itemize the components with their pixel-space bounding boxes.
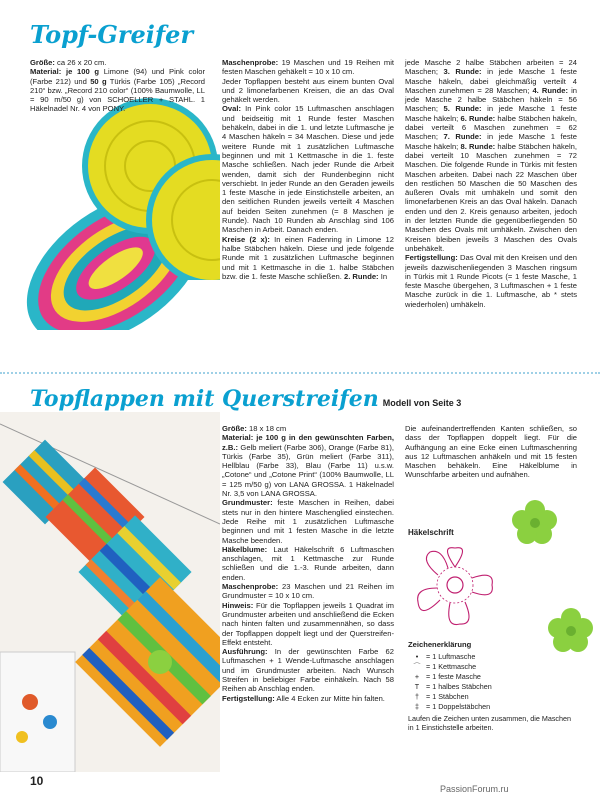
chart-heading: Häkelschrift <box>408 528 454 537</box>
legend-item: • = 1 Luftmasche <box>415 652 476 661</box>
flower-green-2 <box>548 608 594 654</box>
source-credit: PassionForum.ru <box>440 784 509 794</box>
section2-subtitle: Modell von Seite 3 <box>382 398 462 408</box>
legend <box>408 652 578 732</box>
section2-title: Topflappen mit Querstreifen Modell von Seite 3 <box>30 386 462 412</box>
legend-heading: Zeichenerklärung <box>408 640 472 649</box>
hanging-potholders-photo <box>0 412 220 772</box>
section1-col2: Maschenprobe: 19 Maschen und 19 Reihen mit festen Maschen gehäkelt = 10 x 10 cm. Jeder Topflappen besteht aus einem bunten Oval und 2 limonefarbenen Kreisen, die an das Oval gehäkelt werden. Oval: In Pink color 15 Luftmaschen anschlagen und beidseitig mit 1 Runde fester Maschen behäkeln, dabei in die 1. und letzte Luftmasche je 4 Maschen häkeln = 34 Maschen. Diese und jede weitere Runde mit 1 zusätzlichen Luftmasche beginnen und mit 1 Kettmasche in die 1. feste Masche schließen. Nach jeder Runde die Arbeit wenden, damit sich der Rundenbeginn nicht verschiebt. In jeder Runde an den Geraden jeweils 1 feste Masche in jede Einstichstelle arbeiten, an den seitlichen Runden jeweils verteilt 4 Maschen auf beiden Seiten zunehmen (= 8 Maschen je Runde). Nach 10 Runden ab Anschlag sind 106 Maschen in Arbeit. Danach enden. Kreise (2 x): In einen Fadenring in Limone 12 halbe Stäbchen häkeln. Diese und jede folgende Runde mit 1 zusätzlichen Luftmasche beginnen und mit 1 Kettmasche in die 1. halbe Stäbchen bzw. die 1. feste Masche schließen. 2. Runde: In <box>222 58 394 281</box>
legend-item: ⌒ = 1 Kettmasche <box>413 662 477 671</box>
flower-green-1 <box>512 500 558 546</box>
section1-col3: jede Masche 2 halbe Stäbchen arbeiten = 24 Maschen; 3. Runde: in jede Masche 1 feste Masche häkeln, dabei gleichmäßig verteilt 4 Maschen zunehmen = 28 Maschen; 4. Runde: in jede Masche 2 halbe Stäbchen häkeln = 56 Maschen; 5. Runde: in jede Masche 1 feste Masche häkeln; 6. Runde: halbe Stäbchen häkeln, dabei verteilt 6 Maschen zunehmen = 62 Maschen; 7. Runde: in jede Masche 1 feste Masche häkeln; 8. Runde: halbe Stäbchen häkeln, dabei verteilt 10 Maschen zunehmen = 72 Maschen. Die folgende Runde in Türkis mit festen Maschen arbeiten. Dabei nach 22 Maschen über den restlichen 50 Maschen die 50 Maschen des äußeren Ovals mit umhäkeln und somit den limonefarbenen Kreis an das Oval häkeln. Danach enden und den 2. Kreis genauso arbeiten, jedoch in der letzten Runde die gegenüberliegenden 50 Maschen des Ovals mit umhäkeln. Zwischen den Kreisen bleiben jeweils 3 Maschen des Ovals unbehäkelt. Fertigstellung: Das Oval mit den Kreisen und den jeweils dazwischenliegenden 3 Maschen ringsum in Türkis mit 1 Runde Picots (= 1 feste Masche, 1 feste Masche übergehen, 3 Luftmaschen + 1 feste Masche zurück in die 1. Luftmasche, ab * stets wiederholen) umhäkeln. <box>405 58 577 309</box>
legend-item: T = 1 halbes Stäbchen <box>414 682 492 691</box>
legend-item: ‡ = 1 Doppelstäbchen <box>415 702 491 711</box>
section2-col2: Größe: 18 x 18 cm Material: je 100 g in den gewünschten Farben, z.B.: Gelb meliert (Farbe 306), Orange (Farbe 81), Türkis (Farbe 35), Grün meliert (Farbe 311), Hellblau (Farbe 33), Blau (Farbe 11) u.s.w. „Cotone“ und „Cotone Print“ (100% Baumwolle, LL = 125 m/50 g) von LANA GROSSA. 1 Häkelnadel Nr. 3,5 von LANA GROSSA. Grundmuster: feste Maschen in Reihen, dabei stets nur in den hintere Maschenglied einstechen. Jede Reihe mit 1 zusätzlichen Luftmasche beginnen und mit 1 festen Masche in die letzte Masche beenden. Häkelblume: Laut Häkelschrift 6 Luftmaschen anschlagen, mit 1 Kettmasche zur Runde schließen und die 1.-3. Runde arbeiten, dann enden. Maschenprobe: 23 Maschen und 21 Reihen im Grundmuster = 10 x 10 cm. Hinweis: Für die Topflappen jeweils 1 Quadrat im Grundmuster arbeiten und anschließend die Ecken nach hinten falten und zusammennähen, so dass der Topflappen doppelt liegt und der Querstreifen-Effekt entsteht. Ausführung: In der gewünschten Farbe 62 Luftmaschen + 1 Wende-Luftmasche anschlagen und im Grundmuster arbeiten. Nach Wunsch Streifen in beliebiger Farbe einhäkeln. Nach 58 Reihen ab Anschlag enden. Fertigstellung: Alle 4 Ecken zur Mitte hin falten. <box>222 424 394 703</box>
section1-title: Topf-Greifer <box>30 20 194 49</box>
page-number: 10 <box>30 774 44 788</box>
section1-col1: Größe: ca 26 x 20 cm. Material: je 100 g Limone (94) und Pink color (Farbe 212) und 50 g Türkis (Farbe 105) „Record 210“ bzw. „Record 210 color“ (100% Baumwolle, LL = 90 m/50 g) von SCHOELLER + STAHL. 1 Häkelnadel Nr. 4 von PONY. <box>30 58 205 114</box>
lime-circle-2 <box>142 150 220 280</box>
crochet-chart <box>410 540 500 630</box>
section2-col3: Die aufeinandertreffenden Kanten schließen, so dass der Topflappen doppelt liegt. Für die Aufhängung an eine Ecke einen Luftmaschenring aus 12 Luftmaschen anhäkeln und mit 15 festen Maschen behäkeln. Eine Häkelblume in Wunschfarbe arbeiten und aufnähen. <box>405 424 577 480</box>
legend-item: † = 1 Stäbchen <box>415 692 469 701</box>
legend-note: Laufen die Zeichen unten zusammen, die Maschen in 1 Einstichstelle arbeiten. <box>408 714 572 732</box>
section-divider <box>0 372 600 374</box>
legend-item: + = 1 feste Masche <box>414 672 481 681</box>
